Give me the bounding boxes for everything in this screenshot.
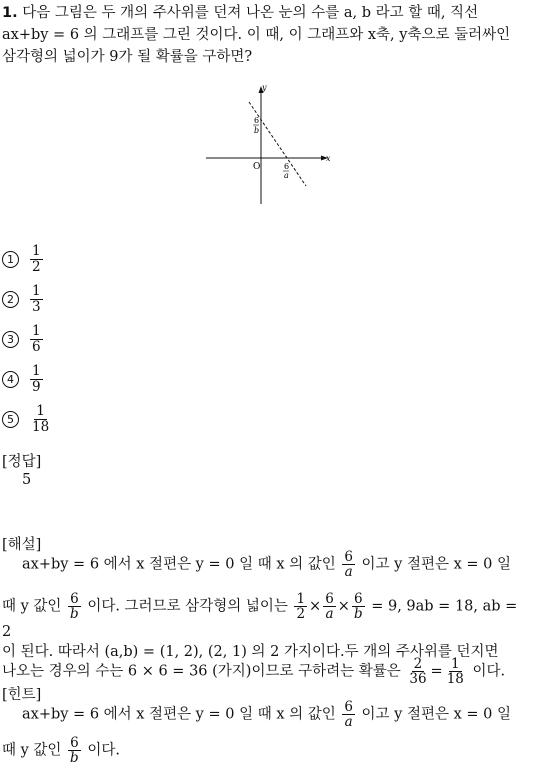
choice-marker-5: 5	[2, 411, 19, 428]
choice-2[interactable]	[2, 279, 45, 319]
explanation-text-2b: 이다. 그러므로 삼각형의 넓이는	[87, 598, 288, 615]
explanation-fraction-6-a	[342, 550, 355, 579]
choice-marker-4: 4	[2, 371, 19, 388]
explanation-text-2a: 때 y 값인	[2, 598, 62, 615]
y-intercept-denominator: b	[254, 126, 260, 135]
question-text-3: 삼각형의 넓이가 9가 될 확률을 구하면?	[2, 49, 253, 65]
choice-5[interactable]	[2, 399, 53, 439]
hint-text-2b: 이다.	[87, 742, 120, 759]
fraction-numerator: 6	[344, 699, 353, 715]
explanation-text-1a: ax+by = 6 에서 x 절편은 y = 0 일 때 x 의 값인	[22, 556, 336, 573]
times-sign: ×	[337, 598, 350, 615]
fraction-denominator: 36	[409, 671, 427, 688]
explanation-text-1b: 이고 y 절편은 x = 0 일	[361, 556, 511, 573]
answer-label: [정답]	[2, 454, 42, 470]
choice-3[interactable]	[2, 319, 45, 359]
question-text-2: ax+by = 6 의 그래프를 그린 것이다. 이 때, 이 그래프와 x축, y축으로 둘러싸인	[2, 27, 511, 43]
answer-value: 5	[22, 472, 32, 488]
x-intercept-numerator: 6	[284, 162, 290, 171]
choice-3-fraction	[30, 324, 43, 353]
choice-marker-2: 2	[2, 291, 19, 308]
explanation-text-4b: 이다.	[472, 663, 506, 680]
choice-1-numerator: 1	[32, 243, 41, 260]
fraction-numerator: 6	[70, 591, 79, 607]
choice-3-denominator: 6	[32, 338, 41, 355]
y-axis-label: y	[262, 83, 267, 92]
fraction-denominator: b	[353, 606, 363, 623]
explanation-line-4	[2, 657, 528, 686]
choice-4-denominator: 9	[32, 378, 41, 395]
choice-2-fraction	[30, 284, 43, 313]
choice-1[interactable]	[2, 239, 45, 279]
explanation-line-1	[2, 550, 528, 579]
choice-2-numerator: 1	[32, 283, 41, 300]
explanation-label: [해설]	[2, 537, 42, 553]
question-line-2	[2, 24, 510, 46]
hint-fraction-6-a	[342, 700, 355, 729]
graph-line-ax-by-6	[249, 102, 306, 186]
hint-text-2a: 때 y 값인	[2, 742, 62, 759]
explanation-fraction-6-b	[68, 592, 81, 621]
x-axis-label: x	[326, 154, 331, 163]
choice-4-fraction	[30, 364, 43, 393]
choice-1-denominator: 2	[32, 258, 41, 275]
fraction-denominator: a	[325, 606, 334, 623]
explanation-line-2	[2, 592, 528, 643]
fraction-numerator: 1	[451, 656, 460, 672]
fraction-denominator: a	[344, 564, 353, 581]
explanation-fraction-6-a-2	[323, 592, 336, 621]
choice-3-numerator: 1	[32, 323, 41, 340]
question-line-1	[2, 2, 478, 24]
fraction-denominator: a	[344, 714, 353, 731]
choice-4-numerator: 1	[32, 363, 41, 380]
explanation-fraction-2-36	[407, 657, 428, 686]
choice-marker-1: 1	[2, 251, 19, 268]
fraction-denominator: 2	[296, 606, 306, 623]
explanation-fraction-1-18	[445, 657, 466, 686]
hint-label: [힌트]	[2, 687, 42, 703]
y-intercept-numerator: 6	[254, 116, 260, 125]
hint-text-1a: ax+by = 6 에서 x 절편은 y = 0 일 때 x 의 값인	[22, 706, 336, 723]
fraction-numerator: 6	[325, 591, 334, 607]
fraction-denominator: b	[70, 606, 79, 623]
fraction-numerator: 6	[344, 549, 353, 565]
fraction-denominator: 18	[446, 671, 464, 688]
fraction-numerator: 6	[70, 735, 79, 751]
times-sign: ×	[309, 598, 322, 615]
origin-label: O	[253, 162, 261, 172]
choice-5-denominator: 18	[32, 418, 50, 435]
choice-marker-3: 3	[2, 331, 19, 348]
explanation-fraction-6-b-2	[352, 592, 365, 621]
explanation-fraction-1-2	[294, 592, 307, 621]
hint-line-2	[2, 736, 528, 765]
fraction-numerator: 1	[296, 591, 306, 607]
fraction-numerator: 6	[353, 591, 363, 607]
hint-text-1b: 이고 y 절편은 x = 0 일	[361, 706, 511, 723]
question-number: 1.	[2, 5, 18, 21]
explanation-text-2c: = 9, 9ab = 18, ab = 2	[2, 598, 518, 641]
choice-2-denominator: 3	[32, 298, 41, 315]
fraction-denominator: b	[70, 750, 79, 767]
line-graph-figure	[200, 80, 336, 208]
choice-5-numerator: 1	[36, 403, 45, 420]
question-text-1: 다음 그림은 두 개의 주사위를 던져 나온 눈의 수를 a, b 라고 할 때, 직선	[22, 5, 479, 21]
fraction-numerator: 2	[413, 656, 423, 672]
hint-line-1	[2, 700, 528, 729]
x-intercept-denominator: a	[284, 171, 289, 180]
explanation-text-3: 이 된다. 따라서 (a,b) = (1, 2), (2, 1) 의 2 가지이다.두 개의 주사위를 던지면	[2, 644, 499, 660]
choice-5-fraction	[30, 404, 51, 433]
hint-fraction-6-b	[68, 736, 81, 765]
question-line-3	[2, 46, 252, 68]
explanation-text-4a: 나오는 경우의 수는 6 × 6 = 36 (가지)이므로 구하려는 확률은	[2, 663, 401, 680]
choice-4[interactable]	[2, 359, 45, 399]
choice-1-fraction	[30, 244, 43, 273]
equals-sign: =	[430, 663, 443, 680]
